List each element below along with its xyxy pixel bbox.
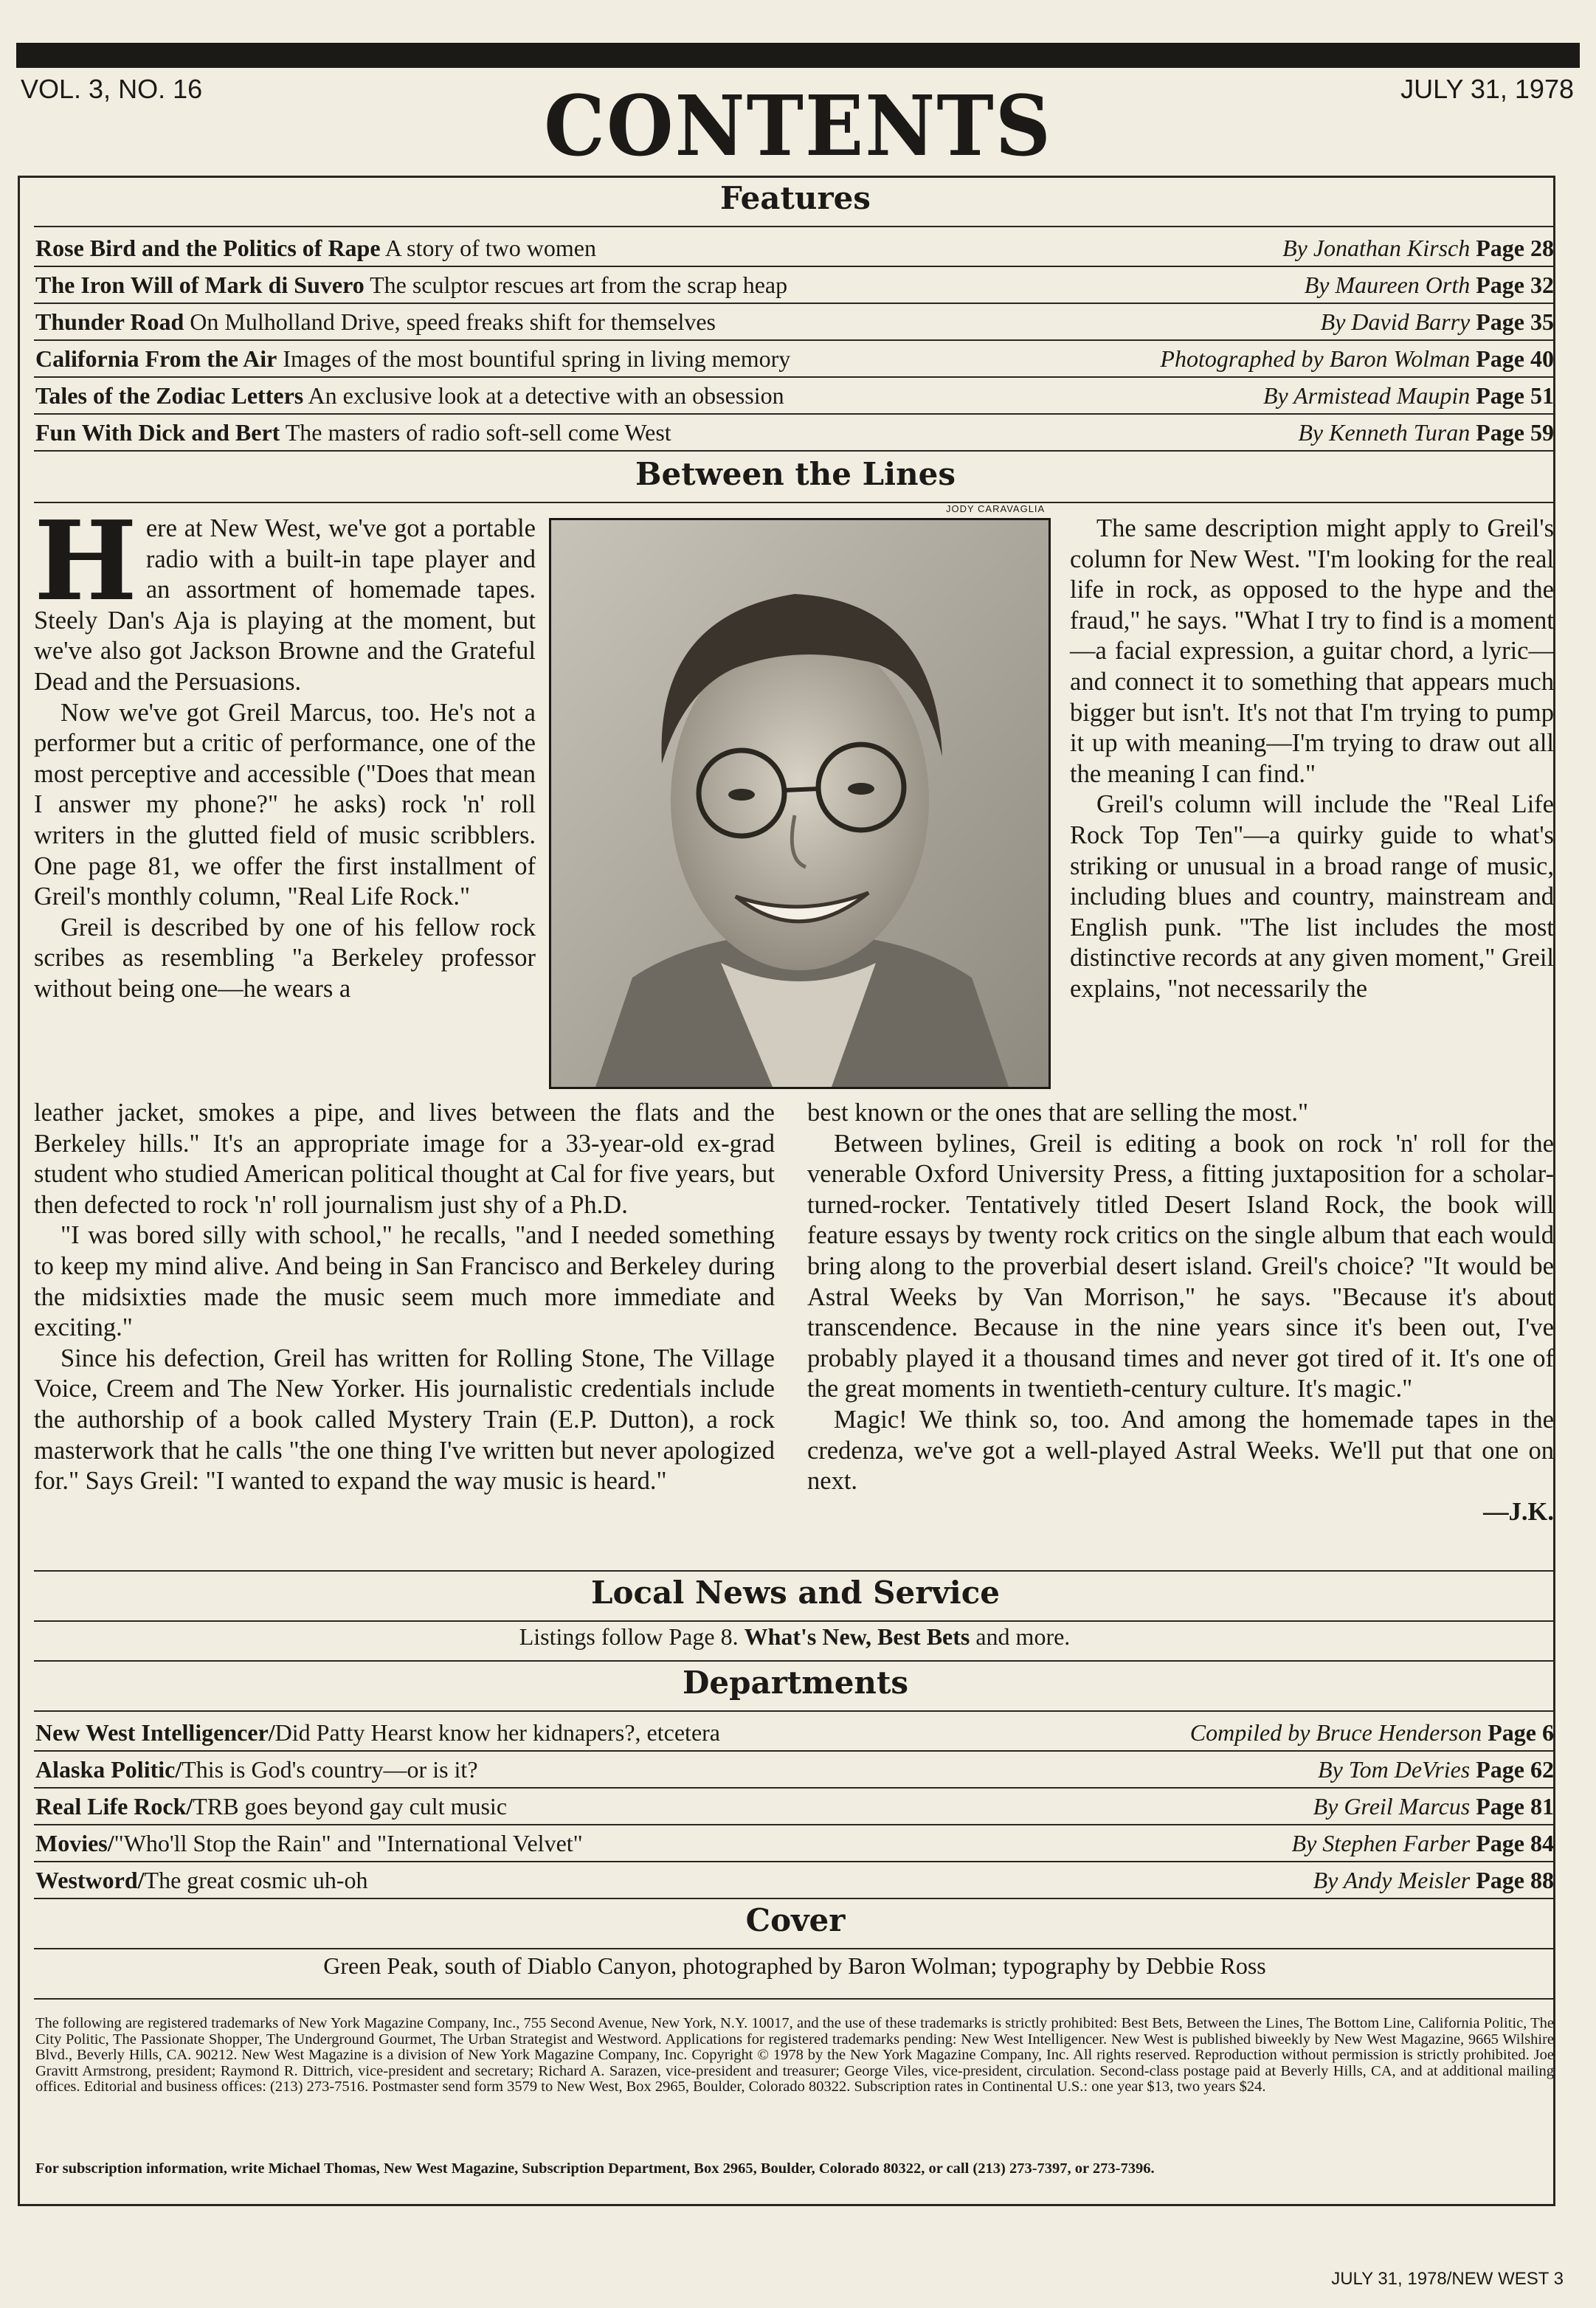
page-title: CONTENTS: [544, 77, 1052, 175]
feature-desc: The masters of radio soft-sell come West: [285, 419, 671, 446]
between-heading: Between the Lines: [635, 456, 956, 492]
right-column-bottom: [807, 1098, 1554, 1527]
department-page: Page 88: [1476, 1867, 1554, 1893]
feature-title: Rose Bird and the Politics of Rape: [35, 235, 381, 261]
feature-desc: An exclusive look at a detective with an obsession: [308, 382, 784, 409]
department-title: Real Life Rock/: [35, 1793, 193, 1820]
feature-title: The Iron Will of Mark di Suvero: [35, 272, 365, 298]
cover-credit: Green Peak, south of Diablo Canyon, photographed by Baron Wolman; typography by Debbie Ross: [323, 1952, 1266, 1979]
body-paragraph: best known or the ones that are selling the most.": [807, 1099, 1309, 1127]
divider: [34, 1660, 1555, 1662]
local-heading: Local News and Service: [590, 1575, 1001, 1611]
volume-number: VOL. 3, NO. 16: [21, 74, 203, 104]
subscription-info: For subscription information, write Michael Thomas, New West Magazine, Subscription Department, Box 2965, Boulder, Colorado 80322, or call (213) 273-7397, or 273-7396.: [35, 2160, 1155, 2177]
departments-heading: Departments: [683, 1665, 908, 1701]
local-listing-line: [35, 1623, 1554, 1651]
department-row[interactable]: [35, 1825, 1554, 1862]
department-row[interactable]: [35, 1788, 1554, 1825]
feature-byline: By Kenneth Turan: [1298, 419, 1471, 446]
feature-page: Page 51: [1476, 382, 1554, 409]
feature-page: Page 28: [1476, 235, 1554, 261]
photo-credit: JODY CARAVAGLIA: [946, 503, 1046, 514]
feature-row[interactable]: [35, 414, 1554, 451]
department-byline: By Tom DeVries: [1318, 1756, 1471, 1783]
issue-date: JULY 31, 1978: [1400, 74, 1574, 104]
department-byline: By Stephen Farber: [1291, 1830, 1471, 1856]
department-row[interactable]: [35, 1714, 1554, 1751]
body-paragraph: Since his defection, Greil has written for Rolling Stone, The Village Voice, Creem and The New Yorker. His journalistic credentials include the authorship of a book called Mystery Train (E.P. Dutton), a rock masterwork that he calls "the one thing I've written but never apologized for." Says Greil: "I wanted to expand the way music is heard.": [34, 1344, 775, 1496]
body-paragraph: Between bylines, Greil is editing a book on rock 'n' roll for the venerable Oxford University Press, a fitting juxtaposition for a scholar-turned-rocker. Tentatively titled Desert Island Rock, the book will feature essays by twenty rock critics on the single album that each would bring along to the proverbial desert island. Greil's choice? "It would be Astral Weeks by Van Morrison," he says. "Because it's about transcendence. Because in the nine years since it's been out, I've probably played it a thousand times and never got tired of it. It's one of the great moments in twentieth-century culture. It's magic.": [807, 1129, 1554, 1403]
department-desc: The great cosmic uh-oh: [144, 1867, 368, 1893]
department-page: Page 6: [1488, 1719, 1554, 1746]
feature-byline: By David Barry: [1320, 308, 1471, 335]
feature-byline: Photographed by Baron Wolman: [1160, 345, 1471, 372]
divider: [34, 1620, 1555, 1622]
department-desc: TRB goes beyond gay cult music: [193, 1793, 508, 1820]
divider: [34, 1710, 1555, 1712]
legal-fineprint: The following are registered trademarks of New York Magazine Company, Inc., 755 Second Avenue, New York, N.Y. 10017, and the use of these trademarks is strictly prohibited: Best Bets, Between the Lines, The Bottom Line, California Politic, The City Politic, The Passionate Shopper, The Underground Gourmet, The Urban Strategist and Westword. Applications for registered trademarks pending: New West Intelligencer. New West is published biweekly by New West Magazine, 9665 Wilshire Blvd., Beverly Hills, CA. 90212. New West Magazine is a division of New York Magazine Company, Inc. Copyright © 1978 by the New York Magazine Company, Inc. All rights reserved. Reproduction without permission is strictly prohibited. Joe Gravitt Armstrong, president; Raymond R. Dittrich, vice-president and secretary; Richard A. Sarazen, vice-president and treasurer; George Viles, vice-president, circulation. Second-class postage paid at Beverly Hills, CA, and at additional mailing offices. Editorial and business offices: (213) 273-7516. Postmaster send form 3579 to New West, Box 2965, Boulder, Colorado 80322. Subscription rates in Continental U.S.: one year $13, two years $24.: [35, 2015, 1554, 2095]
feature-byline: By Maureen Orth: [1304, 272, 1471, 298]
local-line-start: Listings follow Page 8.: [519, 1623, 745, 1650]
department-page: Page 84: [1476, 1830, 1554, 1856]
body-paragraph: Now we've got Greil Marcus, too. He's not a performer but a critic of performance, one of the most perceptive and accessible ("Does that mean I answer my phone?" he asks) rock 'n' roll writers in the glutted field of music scribblers. One page 81, we offer the first installment of Greil's monthly column, "Real Life Rock.": [34, 698, 536, 911]
body-paragraph: Greil's column will include the "Real Life Rock Top Ten"—a quirky guide to what's striking or unusual in a broad range of music, including blues and country, mainstream and English punk. "The list includes the most distinctive records at any given moment," Greil explains, "not necessarily the: [1070, 790, 1554, 1003]
feature-row[interactable]: [35, 340, 1554, 377]
signoff: —J.K.: [1483, 1497, 1554, 1526]
body-paragraph: Magic! We think so, too. And among the homemade tapes in the credenza, we've got a well-played Astral Weeks. We'll put that one on next.: [807, 1405, 1554, 1496]
feature-page: Page 32: [1476, 272, 1554, 298]
left-column-bottom: [34, 1098, 775, 1497]
feature-row[interactable]: [35, 229, 1554, 266]
department-row[interactable]: [35, 1751, 1554, 1788]
divider: [34, 226, 1555, 227]
divider: [34, 450, 1555, 452]
top-rule-bar: [16, 43, 1580, 68]
feature-row[interactable]: [35, 377, 1554, 414]
feature-title: Thunder Road: [35, 308, 184, 335]
feature-desc: The sculptor rescues art from the scrap heap: [370, 272, 788, 298]
dropcap: H: [34, 497, 137, 625]
department-title: New West Intelligencer/: [35, 1719, 275, 1746]
divider: [34, 1898, 1555, 1899]
portrait-photo: [549, 518, 1051, 1089]
portrait-illustration: [551, 520, 1049, 1087]
cover-heading: Cover: [745, 1902, 846, 1938]
feature-page: Page 59: [1476, 419, 1554, 446]
feature-desc: On Mulholland Drive, speed freaks shift for themselves: [190, 308, 716, 335]
body-paragraph: The same description might apply to Greil's column for New West. "I'm looking for the real life in rock, as opposed to the hype and the fraud," he says. "What I try to find is a moment—a facial expression, a guitar chord, a lyric—and connect it to something that appears much bigger but isn't. It's not that I'm trying to pump it up with meaning—I'm trying to draw out all the meaning I can find.": [1070, 514, 1554, 788]
department-byline: By Andy Meisler: [1313, 1867, 1471, 1893]
department-desc: This is God's country—or is it?: [182, 1756, 478, 1783]
feature-row[interactable]: [35, 266, 1554, 303]
page-folio: JULY 31, 1978/NEW WEST 3: [1331, 2269, 1564, 2289]
feature-byline: By Armistead Maupin: [1262, 382, 1471, 409]
body-paragraph: "I was bored silly with school," he recalls, "and I needed something to keep my mind alive. And being in San Francisco and Berkeley during the midsixties made the music seem much more immediate and exciting.": [34, 1221, 775, 1342]
feature-page: Page 40: [1476, 345, 1554, 372]
feature-title: Fun With Dick and Bert: [35, 419, 280, 446]
divider: [34, 502, 1555, 503]
department-desc: Did Patty Hearst know her kidnapers?, etcetera: [274, 1719, 720, 1746]
feature-row[interactable]: [35, 303, 1554, 340]
feature-byline: By Jonathan Kirsch: [1282, 235, 1471, 261]
feature-desc: Images of the most bountiful spring in living memory: [283, 345, 791, 372]
department-title: Westword/: [35, 1867, 145, 1893]
divider: [34, 1948, 1555, 1949]
department-byline: By Greil Marcus: [1313, 1793, 1471, 1820]
body-paragraph: leather jacket, smokes a pipe, and lives between the flats and the Berkeley hills." It's an appropriate image for a 33-year-old ex-grad student who studied American political thought at Cal for five years, but then defected to rock 'n' roll journalism just shy of a Ph.D.: [34, 1099, 775, 1219]
local-line-bold: What's New, Best Bets: [744, 1623, 970, 1650]
department-row[interactable]: [35, 1862, 1554, 1898]
right-column-top: [1070, 514, 1554, 1005]
department-desc: "Who'll Stop the Rain" and "International Velvet": [114, 1830, 583, 1856]
local-line-end: and more.: [970, 1623, 1071, 1650]
department-byline: Compiled by Bruce Henderson: [1189, 1719, 1482, 1746]
department-title: Movies/: [35, 1830, 114, 1856]
feature-title: Tales of the Zodiac Letters: [35, 382, 304, 409]
body-paragraph: ere at New West, we've got a portable radio with a built-in tape player and an assortment of homemade tapes. Steely Dan's Aja is playing at the moment, but we've also got Jackson Browne and the Grateful Dead and the Persuasions.: [34, 514, 536, 696]
feature-title: California From the Air: [35, 345, 277, 372]
department-page: Page 62: [1476, 1756, 1554, 1783]
left-column-top: [34, 497, 536, 1005]
department-page: Page 81: [1476, 1793, 1554, 1820]
department-title: Alaska Politic/: [35, 1756, 182, 1783]
divider: [34, 1998, 1555, 2000]
features-heading: Features: [720, 180, 871, 216]
feature-desc: A story of two women: [384, 235, 596, 261]
feature-page: Page 35: [1476, 308, 1554, 335]
divider: [34, 1570, 1555, 1572]
body-paragraph: Greil is described by one of his fellow rock scribes as resembling "a Berkeley professor without being one—he wears a: [34, 913, 536, 1003]
